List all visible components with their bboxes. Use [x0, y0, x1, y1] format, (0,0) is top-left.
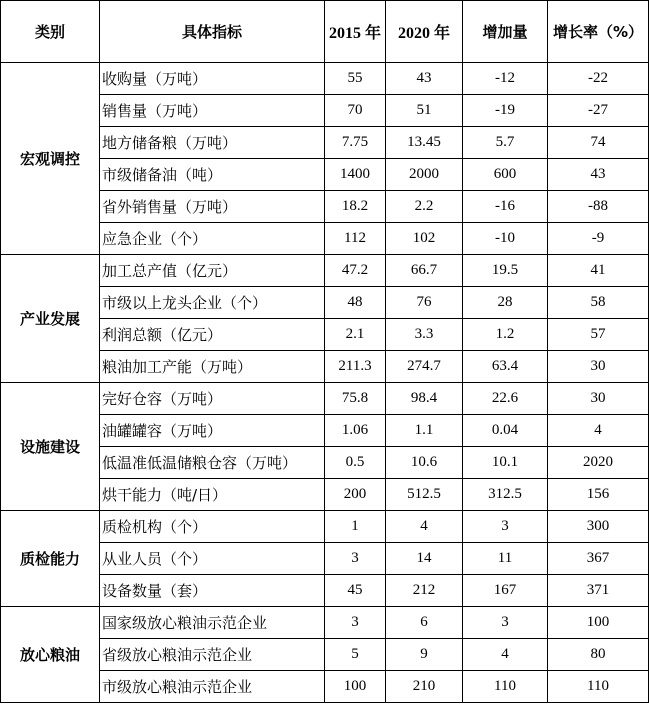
growth-rate-cell: 43	[548, 159, 649, 191]
growth-rate-cell: 371	[548, 575, 649, 607]
value-2020-cell: 10.6	[386, 447, 463, 479]
indicator-cell: 应急企业（个）	[100, 223, 325, 255]
table-row	[1, 63, 649, 95]
value-2020-cell: 274.7	[386, 351, 463, 383]
indicator-cell: 加工总产值（亿元）	[100, 255, 325, 287]
increase-cell: 3	[463, 511, 548, 543]
indicator-cell: 完好仓容（万吨）	[100, 383, 325, 415]
header-indicator: 具体指标	[100, 1, 325, 63]
value-2020-cell: 14	[386, 543, 463, 575]
growth-rate-cell: 300	[548, 511, 649, 543]
increase-cell: 0.04	[463, 415, 548, 447]
value-2015-cell: 3	[325, 543, 386, 575]
value-2020-cell: 512.5	[386, 479, 463, 511]
increase-cell: 110	[463, 671, 548, 703]
value-2015-cell: 5	[325, 639, 386, 671]
table-row	[1, 607, 649, 639]
value-2020-cell: 9	[386, 639, 463, 671]
indicator-cell: 从业人员（个）	[100, 543, 325, 575]
value-2020-cell: 210	[386, 671, 463, 703]
growth-rate-cell: -9	[548, 223, 649, 255]
growth-rate-cell: -22	[548, 63, 649, 95]
value-2015-cell: 48	[325, 287, 386, 319]
value-2015-cell: 7.75	[325, 127, 386, 159]
header-increase: 增加量	[463, 1, 548, 63]
value-2020-cell: 2000	[386, 159, 463, 191]
category-cell: 质检能力	[1, 511, 100, 607]
value-2020-cell: 98.4	[386, 383, 463, 415]
value-2020-cell: 51	[386, 95, 463, 127]
increase-cell: 10.1	[463, 447, 548, 479]
value-2015-cell: 47.2	[325, 255, 386, 287]
table-row	[1, 255, 649, 287]
growth-rate-cell: 80	[548, 639, 649, 671]
increase-cell: 19.5	[463, 255, 548, 287]
indicator-cell: 销售量（万吨）	[100, 95, 325, 127]
indicator-cell: 省外销售量（万吨）	[100, 191, 325, 223]
growth-rate-cell: 30	[548, 383, 649, 415]
header-growth-rate: 增长率（%）	[548, 1, 649, 63]
indicator-cell: 国家级放心粮油示范企业	[100, 607, 325, 639]
increase-cell: 22.6	[463, 383, 548, 415]
value-2015-cell: 100	[325, 671, 386, 703]
growth-rate-cell: 100	[548, 607, 649, 639]
indicator-cell: 市级放心粮油示范企业	[100, 671, 325, 703]
header-2015: 2015 年	[325, 1, 386, 63]
value-2020-cell: 3.3	[386, 319, 463, 351]
growth-rate-cell: 4	[548, 415, 649, 447]
increase-cell: 167	[463, 575, 548, 607]
increase-cell: 312.5	[463, 479, 548, 511]
increase-cell: -10	[463, 223, 548, 255]
value-2015-cell: 112	[325, 223, 386, 255]
value-2020-cell: 2.2	[386, 191, 463, 223]
value-2015-cell: 70	[325, 95, 386, 127]
increase-cell: 600	[463, 159, 548, 191]
increase-cell: 11	[463, 543, 548, 575]
header-row	[1, 1, 649, 63]
table-row	[1, 383, 649, 415]
indicator-cell: 收购量（万吨）	[100, 63, 325, 95]
value-2020-cell: 66.7	[386, 255, 463, 287]
increase-cell: 28	[463, 287, 548, 319]
value-2015-cell: 1400	[325, 159, 386, 191]
category-cell: 设施建设	[1, 383, 100, 511]
category-cell: 产业发展	[1, 255, 100, 383]
growth-rate-cell: 74	[548, 127, 649, 159]
value-2020-cell: 6	[386, 607, 463, 639]
value-2020-cell: 102	[386, 223, 463, 255]
header-2020: 2020 年	[386, 1, 463, 63]
table-row	[1, 511, 649, 543]
value-2015-cell: 45	[325, 575, 386, 607]
growth-rate-cell: 58	[548, 287, 649, 319]
category-cell: 放心粮油	[1, 607, 100, 703]
indicator-cell: 油罐罐容（万吨）	[100, 415, 325, 447]
indicator-cell: 设备数量（套）	[100, 575, 325, 607]
value-2020-cell: 43	[386, 63, 463, 95]
growth-rate-cell: -88	[548, 191, 649, 223]
value-2015-cell: 3	[325, 607, 386, 639]
indicator-cell: 低温准低温储粮仓容（万吨）	[100, 447, 325, 479]
table-body	[1, 63, 649, 703]
growth-rate-cell: 2020	[548, 447, 649, 479]
value-2015-cell: 75.8	[325, 383, 386, 415]
increase-cell: -19	[463, 95, 548, 127]
category-cell: 宏观调控	[1, 63, 100, 255]
growth-rate-cell: 156	[548, 479, 649, 511]
increase-cell: 4	[463, 639, 548, 671]
value-2020-cell: 212	[386, 575, 463, 607]
header-category: 类别	[1, 1, 100, 63]
indicator-cell: 市级储备油（吨）	[100, 159, 325, 191]
growth-rate-cell: 57	[548, 319, 649, 351]
indicator-cell: 省级放心粮油示范企业	[100, 639, 325, 671]
growth-rate-cell: 110	[548, 671, 649, 703]
value-2015-cell: 200	[325, 479, 386, 511]
indicator-cell: 地方储备粮（万吨）	[100, 127, 325, 159]
value-2015-cell: 211.3	[325, 351, 386, 383]
value-2015-cell: 0.5	[325, 447, 386, 479]
value-2015-cell: 1.06	[325, 415, 386, 447]
growth-rate-cell: 41	[548, 255, 649, 287]
value-2015-cell: 55	[325, 63, 386, 95]
value-2015-cell: 1	[325, 511, 386, 543]
indicator-cell: 质检机构（个）	[100, 511, 325, 543]
increase-cell: 3	[463, 607, 548, 639]
value-2015-cell: 18.2	[325, 191, 386, 223]
value-2015-cell: 2.1	[325, 319, 386, 351]
increase-cell: 63.4	[463, 351, 548, 383]
growth-rate-cell: 367	[548, 543, 649, 575]
value-2020-cell: 4	[386, 511, 463, 543]
indicator-cell: 粮油加工产能（万吨）	[100, 351, 325, 383]
increase-cell: 1.2	[463, 319, 548, 351]
value-2020-cell: 13.45	[386, 127, 463, 159]
growth-rate-cell: -27	[548, 95, 649, 127]
value-2020-cell: 1.1	[386, 415, 463, 447]
indicator-cell: 利润总额（亿元）	[100, 319, 325, 351]
value-2020-cell: 76	[386, 287, 463, 319]
increase-cell: -12	[463, 63, 548, 95]
growth-rate-cell: 30	[548, 351, 649, 383]
indicator-cell: 市级以上龙头企业（个）	[100, 287, 325, 319]
increase-cell: -16	[463, 191, 548, 223]
indicator-cell: 烘干能力（吨/日）	[100, 479, 325, 511]
increase-cell: 5.7	[463, 127, 548, 159]
